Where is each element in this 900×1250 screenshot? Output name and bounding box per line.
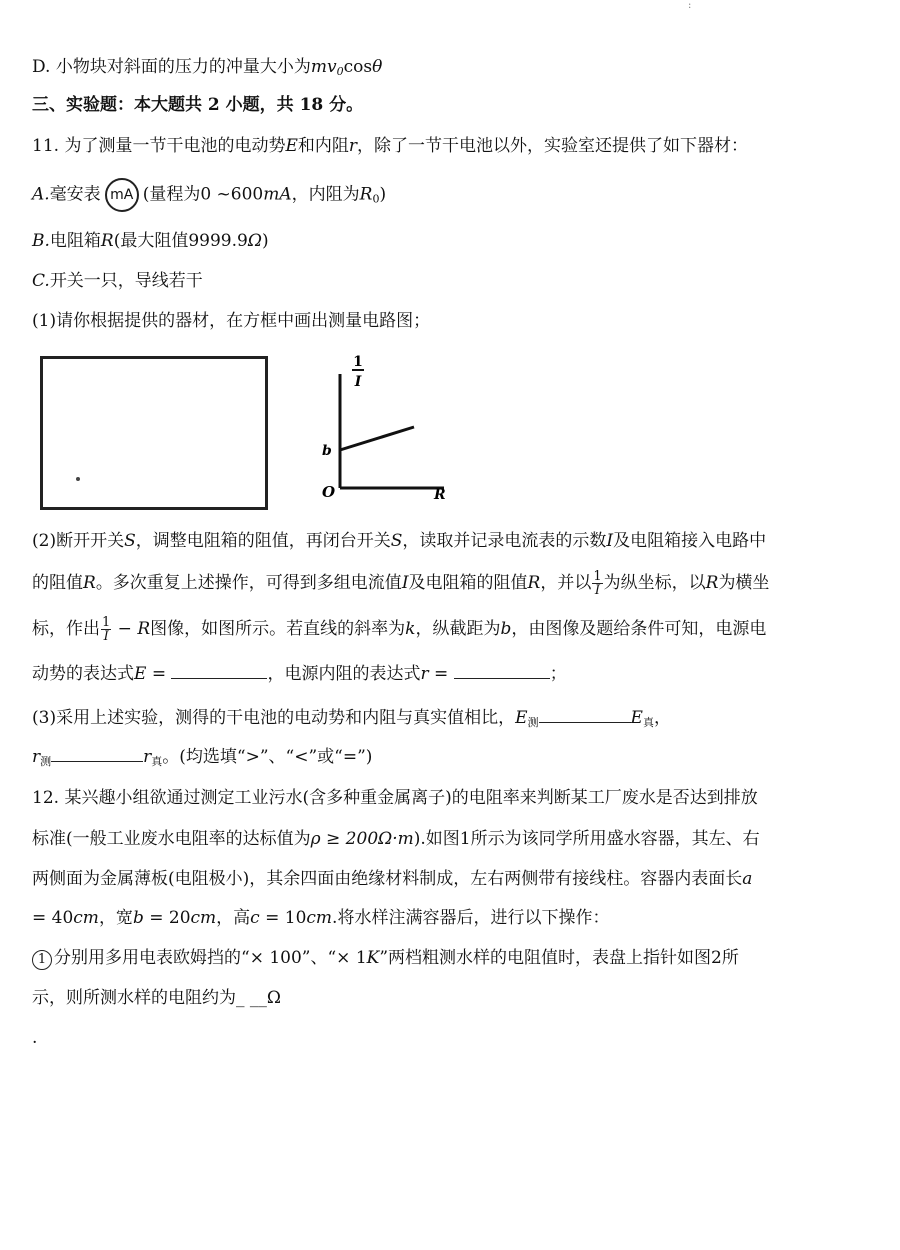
p2-l3c: 图像，如图所示。若直线的斜率为 — [150, 619, 406, 639]
q12-l2a: 标准(一般工业废水电阻率的达标值为 — [32, 829, 311, 849]
y-axis-label-den: I — [354, 374, 362, 390]
p2-l3d: ，纵截距为 — [415, 619, 501, 639]
item-a-R0-sub: 0 — [372, 192, 380, 206]
q12-line1: 12. 某兴趣小组欲通过测定工业污水(含多种重金属离子)的电阻率来判断某工厂废水是否达到排放 — [32, 788, 758, 808]
p3-E-true: E — [630, 708, 643, 728]
option-d-expr: mv — [310, 57, 337, 77]
p2-l1c: ，读取并记录电流表的示数 — [402, 531, 607, 551]
resistance-compare-blank[interactable] — [51, 743, 143, 762]
inverse-current-vs-resistance-graph — [318, 352, 458, 502]
q11-intro — [32, 133, 748, 159]
item-a-text: 毫安表 — [49, 184, 101, 205]
p2-I2: I — [401, 573, 409, 593]
q12-c: c — [250, 908, 260, 928]
item-c-label: C. — [32, 271, 50, 291]
item-b-omega: Ω — [247, 231, 262, 251]
q12-rho: ρ ≥ 200Ω·m — [310, 829, 414, 849]
item-b-R: R — [100, 231, 114, 251]
q11-and: 和内阻 — [297, 136, 349, 156]
emf-compare-blank[interactable] — [539, 704, 631, 723]
q12-cm2: cm — [190, 908, 217, 928]
p2-r: r — [420, 664, 429, 684]
p3-sub-measured-2: 测 — [40, 755, 52, 768]
item-a-label: A. — [32, 184, 50, 205]
p2-l2f: 为横坐 — [718, 573, 770, 593]
p3-comma: ， — [653, 708, 671, 728]
water-resistance-blank[interactable]: _ __ — [236, 988, 267, 1008]
q12-l3: 两侧面为金属薄板(电阻极小)，其余四面由绝缘材料制成，左右两侧带有接线柱。容器内表面长 — [32, 869, 743, 889]
p2-l4c: ，电源内阻的表达式 — [267, 664, 421, 684]
p2-b: b — [500, 619, 512, 639]
item-a-R0: R — [359, 184, 373, 205]
item-a-range: (量程为0 ~600 — [142, 184, 264, 205]
q12-l4a: = 40 — [32, 908, 74, 928]
q12-l4b: ，宽 — [98, 908, 133, 928]
graph-line — [340, 427, 414, 450]
q12-line4 — [32, 905, 609, 931]
q12-l4f: .将水样注满容器后，进行以下操作： — [332, 908, 610, 928]
q11-item-c — [32, 268, 203, 294]
p2-R4: R — [137, 619, 151, 639]
option-d-theta: θ — [372, 57, 383, 77]
p2-l2a: 的阻值 — [32, 573, 83, 593]
q12-l6a: 示，则所测水样的电阻约为 — [32, 988, 236, 1008]
item-c-text: 开关一只，导线若干 — [49, 271, 203, 291]
p2-l1a: (2)断开开关 — [32, 531, 125, 551]
item-a-unit: mA — [263, 184, 292, 205]
q11-part2-line4 — [32, 660, 567, 687]
end-mark: . — [32, 1028, 38, 1048]
q11-part2-line3 — [32, 616, 766, 643]
resistance-answer-blank[interactable] — [454, 660, 550, 679]
q11-part2-line1 — [32, 528, 766, 554]
q12-cm1: cm — [73, 908, 99, 928]
q11-part3-line2 — [32, 743, 372, 775]
item-b-rest: (最大阻值9999.9 — [113, 231, 248, 251]
q12-omega: Ω — [266, 988, 282, 1008]
x-axis-label: R — [434, 487, 446, 502]
item-b-close: ) — [261, 231, 269, 251]
q12-l2b: ).如图1所示为该同学所用盛水容器，其左、右 — [413, 829, 760, 849]
p3-E-measured: E — [515, 708, 528, 728]
p2-l3e: ，由图像及题给条件可知，电源电 — [511, 619, 767, 639]
q11-part1: (1)请你根据提供的器材，在方框中画出测量电路图； — [32, 311, 431, 331]
q12-l4e: = 10 — [259, 908, 307, 928]
p2-R3: R — [705, 573, 719, 593]
p3-sub-true-2: 真 — [151, 755, 163, 768]
p3-sub-measured: 测 — [527, 716, 539, 729]
p2-k: k — [405, 619, 416, 639]
fraction-one-over-I — [592, 570, 602, 597]
p2-l4e: ； — [549, 664, 567, 684]
item-a-res: ，内阻为 — [291, 184, 360, 205]
origin-label: O — [322, 483, 336, 501]
q11-item-a — [32, 178, 386, 213]
p2-l3a: 标，作出 — [32, 619, 100, 639]
p2-l2c: 及电阻箱的阻值 — [408, 573, 528, 593]
q12-a: a — [742, 869, 753, 889]
p2-l1d: 及电阻箱接入电路中 — [613, 531, 767, 551]
q12-K: K — [366, 948, 380, 968]
q12-line2 — [32, 826, 760, 852]
q12-l5a: 分别用多用电表欧姆挡的“× 100”、“× 1 — [54, 948, 367, 968]
q11-item-b — [32, 228, 269, 254]
circuit-drawing-box[interactable] — [40, 356, 268, 510]
q12-l4c: = 20 — [143, 908, 191, 928]
q11-intro-b: ，除了一节干电池以外，实验室还提供了如下器材： — [357, 136, 749, 156]
p2-S2: S — [390, 531, 403, 551]
item-b-label: B. — [32, 231, 50, 251]
q12-cm3: cm — [306, 908, 333, 928]
option-d — [32, 54, 382, 85]
item-a-close: ) — [379, 184, 387, 205]
option-d-text: D. 小物块对斜面的压力的冲量大小为 — [32, 57, 311, 77]
frac-num: 1 — [593, 569, 602, 584]
item-b-text: 电阻箱 — [49, 231, 101, 251]
p3-tail: 。(均选填“>”、“<”或“=”) — [162, 747, 373, 767]
p3-sub-true: 真 — [642, 716, 654, 729]
milliammeter-icon: mA — [105, 178, 139, 212]
option-d-cos: cos — [343, 57, 373, 77]
intercept-label: b — [322, 443, 332, 459]
frac-num-2: 1 — [102, 615, 111, 630]
p2-l2b: 。多次重复上述操作，可得到多组电流值 — [95, 573, 402, 593]
option-d-sub: 0 — [336, 65, 344, 78]
p2-l4b: = — [146, 664, 172, 684]
emf-answer-blank[interactable] — [171, 660, 267, 679]
q11-r: r — [348, 136, 358, 156]
p3-a: (3)采用上述实验，测得的干电池的电动势和内阻与真实值相比， — [32, 708, 516, 728]
p3-r-true: r — [143, 747, 152, 767]
p2-l1b: ，调整电阻箱的阻值，再闭台开关 — [135, 531, 391, 551]
circled-one-icon: 1 — [32, 950, 52, 970]
q12-l4d: ，高 — [216, 908, 251, 928]
frac-den-2: I — [103, 629, 109, 644]
q11-part2-line2 — [32, 570, 769, 597]
frac-den: I — [594, 583, 601, 598]
p2-l4a: 动势的表达式 — [32, 664, 134, 684]
q12-line6 — [32, 985, 281, 1011]
p3-r-measured: r — [32, 747, 41, 767]
section-heading: 三、实验题：本大题共 2 小题，共 18 分。 — [32, 95, 364, 115]
q11-intro-a: 11. 为了测量一节干电池的电动势 — [32, 136, 286, 156]
top-mark: : — [688, 0, 692, 11]
speck — [76, 477, 80, 481]
fraction-one-over-I-2 — [101, 616, 111, 643]
q12-line3 — [32, 866, 752, 892]
p2-I1: I — [606, 531, 614, 551]
q11-E: E — [285, 136, 298, 156]
p2-E: E — [134, 664, 147, 684]
p2-l2d: ，并以 — [540, 573, 592, 593]
p2-R2: R — [527, 573, 541, 593]
p2-R1: R — [83, 573, 96, 593]
p2-l4d: = — [428, 664, 454, 684]
q12-l5b: ”两档粗测水样的电阻值时，表盘上指针如图2所 — [379, 948, 739, 968]
q12-line5 — [32, 945, 739, 971]
y-axis-label-num: 1 — [353, 354, 363, 370]
q12-bw: b — [132, 908, 144, 928]
p2-l2e: 为纵坐标，以 — [603, 573, 706, 593]
p2-S1: S — [124, 531, 136, 551]
q11-part3-line1 — [32, 704, 671, 736]
p2-l3b: − — [112, 619, 138, 639]
